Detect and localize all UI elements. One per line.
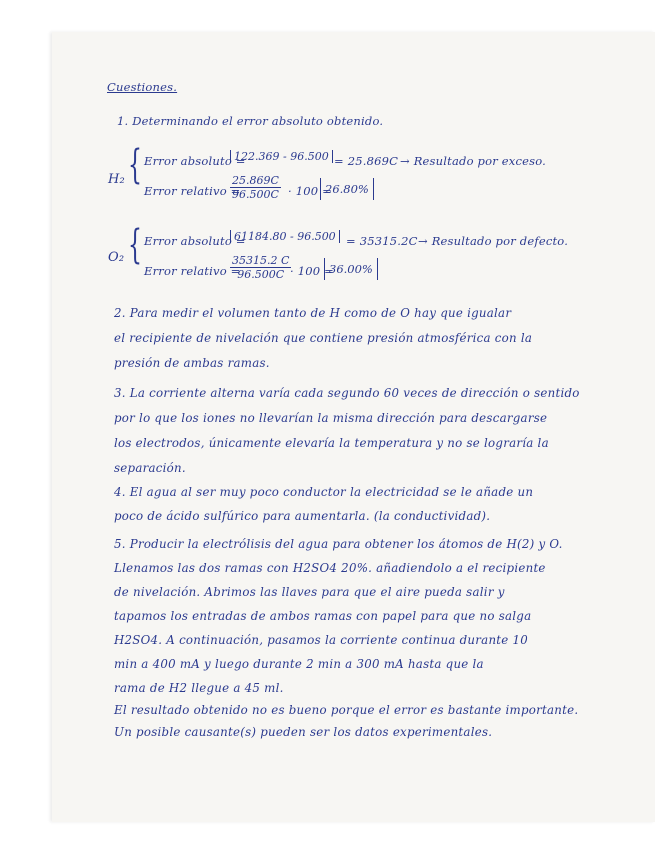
o2-abs-value: 61184.80 - 96.500 [230,230,340,243]
h2-rel-num: 25.869C [232,174,279,187]
o2-rel-mult: · 100 = [290,264,334,278]
o2-rel-fraction [230,254,291,281]
text-line: Llenamos las dos ramas con H2SO4 20%. añadiendolo a el recipiente [114,561,546,575]
h2-rel-mult: · 100 = [288,184,332,198]
text-line: por lo que los iones no llevarían la misma dirección para descargarse [114,411,548,425]
o2-abs-note: → Resultado por defecto. [418,234,569,248]
o2-rel-num: 35315.2 C [232,254,290,267]
o2-rel-den: 96.500C [237,268,285,281]
h2-abs-note: → Resultado por exceso. [400,154,547,168]
o2-abs-label: Error absoluto = [144,234,246,248]
h2-brace: { [128,142,142,188]
text-line: 3. La corriente alterna varía cada segundo 60 veces de dirección o sentido [114,386,580,400]
text-line: min a 400 mA y luego durante 2 min a 300 mA hasta que la [114,657,484,671]
text-line: 2. Para medir el volumen tanto de H como de O hay que igualar [114,306,512,320]
notebook-page [52,32,655,822]
text-line: tapamos los entradas de ambos ramas con papel para que no salga [114,609,532,623]
text-line: Un posible causante(s) pueden ser los datos experimentales. [114,725,493,739]
h2-rel-result: 26.80% [320,178,374,200]
text-line: rama de H2 llegue a 45 ml. [114,681,284,695]
page-title: Cuestiones. [107,80,178,94]
text-line: el recipiente de nivelación que contiene presión atmosférica con la [114,331,533,345]
text-line: H2SO4. A continuación, pasamos la corriente continua durante 10 [114,633,529,647]
h2-rel-label: Error relativo = [144,184,241,198]
h2-label: H₂ [108,172,125,187]
h2-abs-result: = 25.869C [334,154,399,168]
text-line: 4. El agua al ser muy poco conductor la electricidad se le añade un [114,485,534,499]
o2-label: O₂ [108,250,125,265]
o2-rel-label: Error relativo = [144,264,241,278]
text-line: poco de ácido sulfúrico para aumentarla. (la conductividad). [114,509,491,523]
text-line: los electrodos, únicamente elevaría la temperatura y no se lograría la [114,436,549,450]
h2-rel-fraction [230,174,281,201]
h2-abs-label: Error absoluto = [144,154,246,168]
h2-rel-den: 96.500C [232,188,279,201]
text-line: presión de ambas ramas. [114,356,270,370]
o2-rel-result: 36.00% [324,258,378,280]
text-line: separación. [114,461,186,475]
question-1-heading: 1. Determinando el error absoluto obtenido. [117,114,384,128]
text-line: El resultado obtenido no es bueno porque el error es bastante importante. [114,703,579,717]
text-line: 5. Producir la electrólisis del agua para obtener los átomos de H(2) y O. [114,537,563,551]
text-line: de nivelación. Abrimos las llaves para que el aire pueda salir y [114,585,505,599]
o2-abs-result: = 35315.2C [346,234,418,248]
h2-abs-value: 122.369 - 96.500 [230,150,333,163]
o2-brace: { [128,222,142,268]
